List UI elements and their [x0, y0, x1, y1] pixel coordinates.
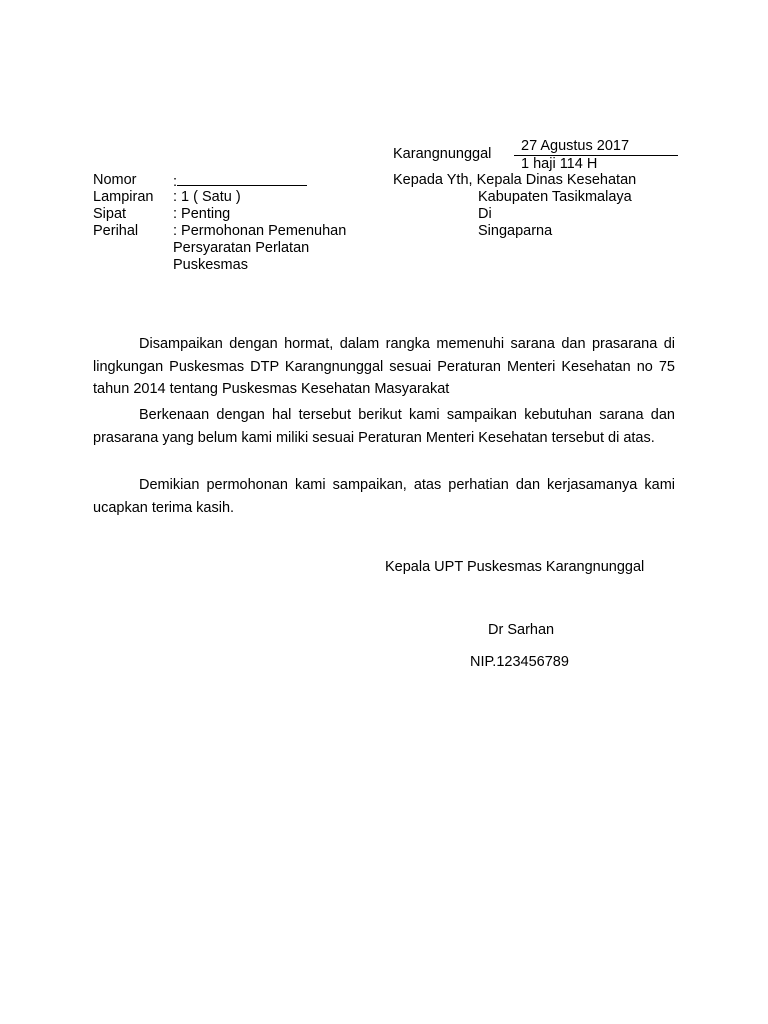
body-paragraph-3: Demikian permohonan kami sampaikan, atas perhatian dan kerjasamanya kami ucapkan terima kasih.: [93, 477, 675, 516]
perihal-continuation-2: Puskesmas: [173, 257, 248, 273]
date-hijri: 1 haji 114 H: [521, 156, 598, 172]
perihal-continuation-1: Persyaratan Perlatan: [173, 240, 310, 256]
signature-nip: NIP.123456789: [470, 654, 569, 670]
body-paragraph-1: Disampaikan dengan hormat, dalam rangka memenuhi sarana dan prasarana di lingkungan Puskesmas DTP Karangnunggal sesuai Peraturan Menteri Kesehatan no 75 tahun 2014 tentang Puskesmas Kesehatan Masyarakat: [93, 336, 675, 397]
field-value-perihal: : Permohonan Pemenuhan: [173, 223, 347, 239]
addressee-line-4: Singaparna: [478, 223, 553, 239]
field-label-nomor: Nomor: [93, 172, 137, 188]
field-label-lampiran: Lampiran: [93, 189, 154, 205]
date-gregorian: 27 Agustus 2017: [521, 138, 630, 154]
field-value-nomor-colon: :: [173, 174, 178, 190]
letter-place: Karangnunggal: [393, 146, 492, 162]
addressee-line-1: Kepada Yth, Kepala Dinas Kesehatan: [393, 172, 637, 188]
field-value-lampiran: : 1 ( Satu ): [173, 189, 241, 205]
addressee-line-3: Di: [478, 206, 492, 222]
field-label-perihal: Perihal: [93, 223, 139, 239]
addressee-line-2: Kabupaten Tasikmalaya: [478, 189, 632, 205]
field-value-sipat: : Penting: [173, 206, 231, 222]
signature-title: Kepala UPT Puskesmas Karangnunggal: [385, 559, 645, 575]
signature-name: Dr Sarhan: [488, 622, 555, 638]
field-label-sipat: Sipat: [93, 206, 127, 222]
body-paragraph-2: Berkenaan dengan hal tersebut berikut kami sampaikan kebutuhan sarana dan prasarana yang belum kami miliki sesuai Peraturan Menteri Kesehatan tersebut di atas.: [93, 407, 675, 446]
nomor-blank-line: [177, 172, 307, 186]
